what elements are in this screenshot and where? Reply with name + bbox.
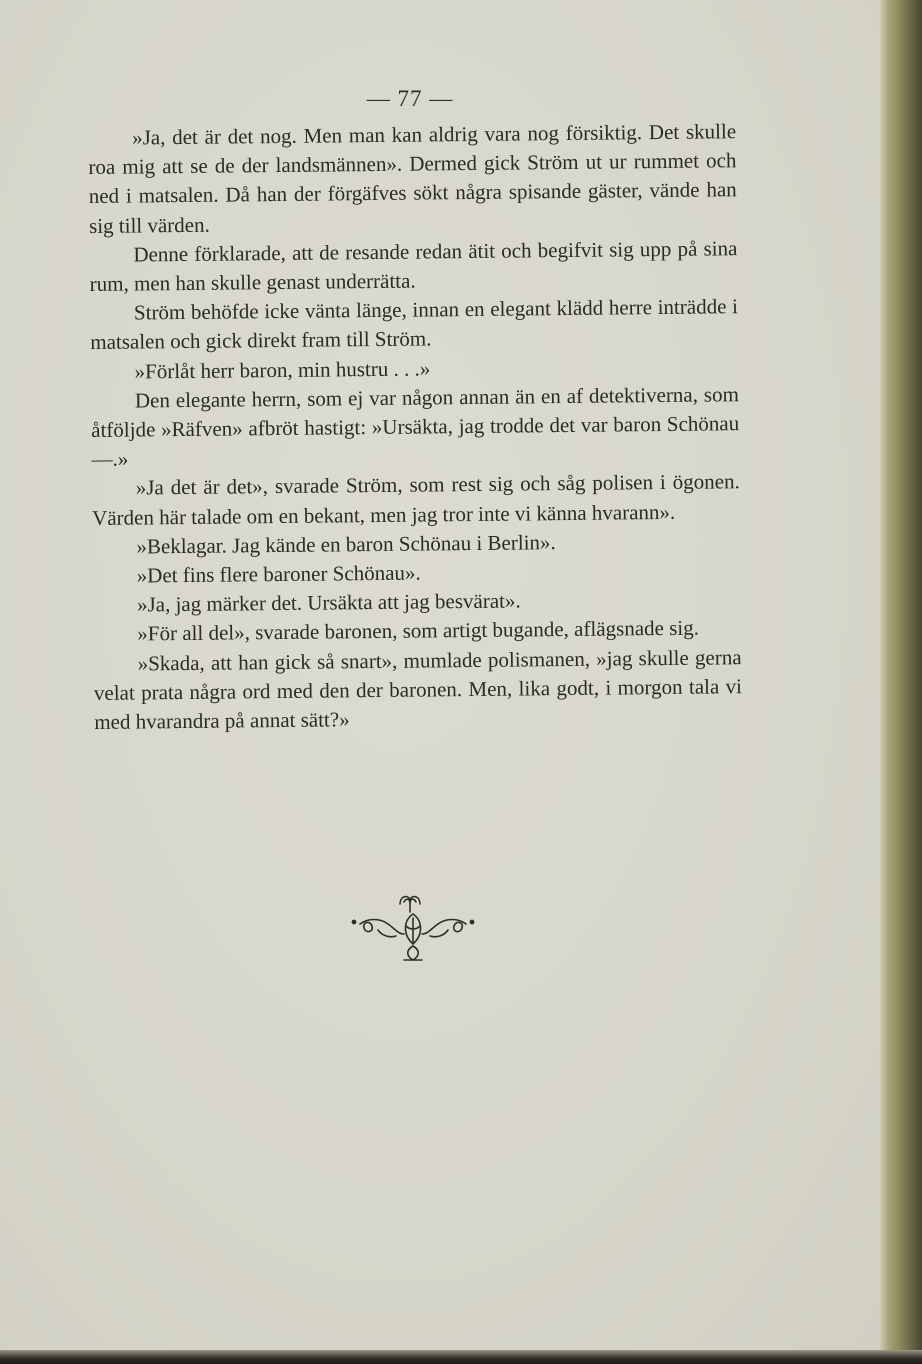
body-text: [88, 117, 742, 737]
page-edge: [0, 1350, 922, 1364]
paragraph: »För all del», svarade baronen, som artigt bugande, aflägsnade sig.: [137, 616, 700, 646]
paragraph: »Förlåt herr baron, min hustru . . .»: [134, 356, 431, 384]
floral-ornament-icon: [348, 890, 478, 968]
paragraph: »Det fins flere baroner Schönau».: [136, 560, 421, 588]
paragraph: Ström behöfde icke vänta länge, innan en elegant klädd herre inträdde i matsalen och gick direkt fram till Ström.: [90, 294, 739, 355]
paragraph: »Beklagar. Jag kände en baron Schönau i Berlin».: [136, 529, 556, 559]
page-number: — 77 —: [366, 86, 454, 111]
paragraph: Denne förklarade, att de resande redan ätit och begifvit sig upp på sina rum, men han skulle genast underrätta.: [89, 236, 738, 297]
book-binding: [880, 0, 922, 1364]
paragraph: »Ja det är det», svarade Ström, som rest sig och såg polisen i ögonen. Värden här talade om en bekant, men jag tror inte vi känna hvarann».: [91, 469, 740, 530]
paragraph: Den elegante herrn, som ej var någon annan än en af detektiverna, som åtföljde »Räfven» afbröt hastigt: »Ursäkta, jag trodde det var baron Schönau —.»: [91, 382, 740, 472]
paragraph: »Skada, att han gick så snart», mumlade polismanen, »jag skulle gerna velat prata några ord med den der baronen. Men, lika godt, i morgon tala vi med hvarandra på annat sätt?»: [93, 644, 743, 735]
paragraph: »Ja, jag märker det. Ursäkta att jag besvärat».: [136, 588, 521, 617]
paragraph: »Ja, det är det nog. Men man kan aldrig vara nog försiktig. Det skulle roa mig att se de der landsmännen». Dermed gick Ström ut ur rummet och ned i matsalen. Då han der förgäfves sökt några spisande gäster, vände han sig till värden.: [88, 119, 737, 238]
